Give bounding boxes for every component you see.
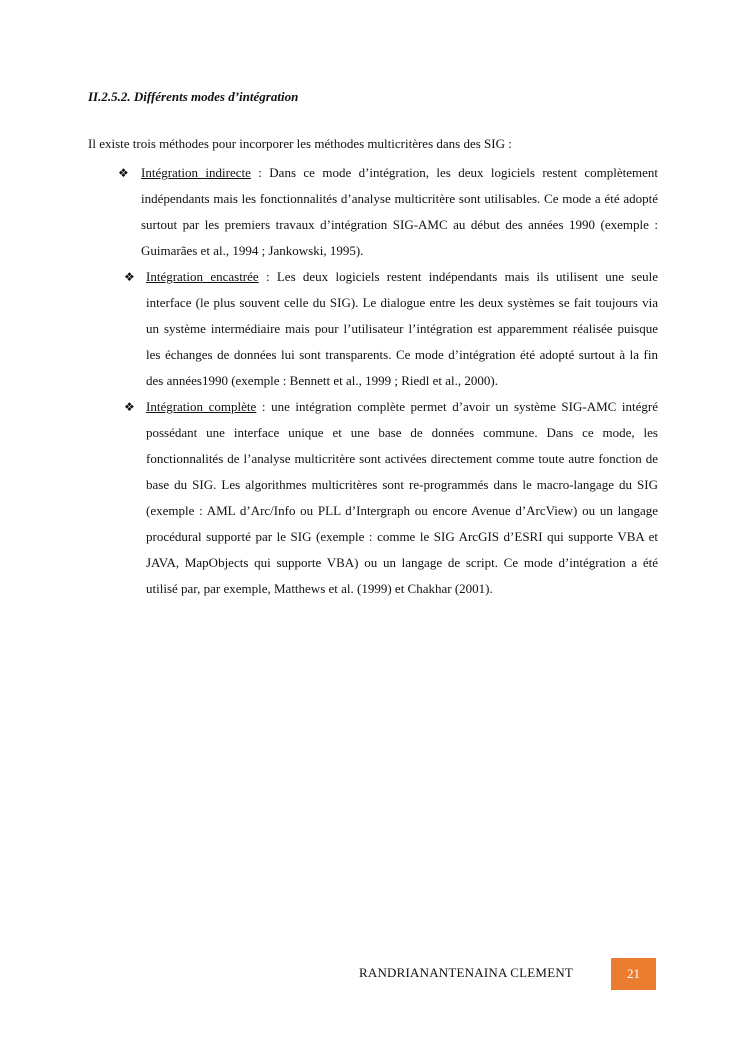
diamond-bullet-icon: ❖ [124,400,135,414]
bullet-term: Intégration complète [146,399,257,414]
bullet-text: : Dans ce mode d’intégration, les deux logiciels restent complètement indépendants mais les fonctionnalités d’analyse multicritère sont utilisables. Ce mode a été adopté surtout par les premiers travaux d’intégration SIG-AMC au début des années 1990 (exemple : Guimarães et al., 1994 ; Jankowski, 1995). [141,165,658,258]
bullet-term: Intégration encastrée [146,269,259,284]
section-heading: II.2.5.2. Différents modes d’intégration [88,89,299,104]
list-item [118,394,658,602]
list-item [118,160,658,264]
bullet-text: : Les deux logiciels restent indépendants mais ils utilisent une seule interface (le plus souvent celle du SIG). Le dialogue entre les deux systèmes se fait toujours via un système intermédiaire mais pour l’utilisateur l’intégration est apparemment réalisée puisque les échanges de données lui sont transparents. Ce mode d’intégration été adopté surtout à la fin des années1990 (exemple : Bennett et al., 1999 ; Riedl et al., 2000). [146,269,658,388]
page-number-badge: 21 [611,958,656,990]
bullet-text: : une intégration complète permet d’avoir un système SIG-AMC intégré possédant une interface unique et une base de données commune. Dans ce mode, les fonctionnalités de l’analyse multicritère sont activées directement comme toute autre fonction de base du SIG. Les algorithmes multicritères sont re-programmés dans le macro-langage du SIG (exemple : AML d’Arc/Info ou PLL d’Intergraph ou encore Avenue d’ArcView) ou un langage procédural supporté par le SIG (exemple : comme le SIG ArcGIS d’ESRI qui supporte VBA et JAVA, MapObjects qui supporte VBA) ou un langage de script. Ce mode d’intégration a été utilisé par, par exemple, Matthews et al. (1999) et Chakhar (2001). [146,399,658,596]
integration-modes-list [118,160,658,602]
diamond-bullet-icon: ❖ [124,270,135,284]
bullet-term: Intégration indirecte [141,165,251,180]
intro-paragraph: Il existe trois méthodes pour incorporer les méthodes multicritères dans des SIG : [88,136,512,151]
list-item [118,264,658,394]
footer-author: RANDRIANANTENAINA CLEMENT [359,965,574,980]
diamond-bullet-icon: ❖ [118,166,129,180]
